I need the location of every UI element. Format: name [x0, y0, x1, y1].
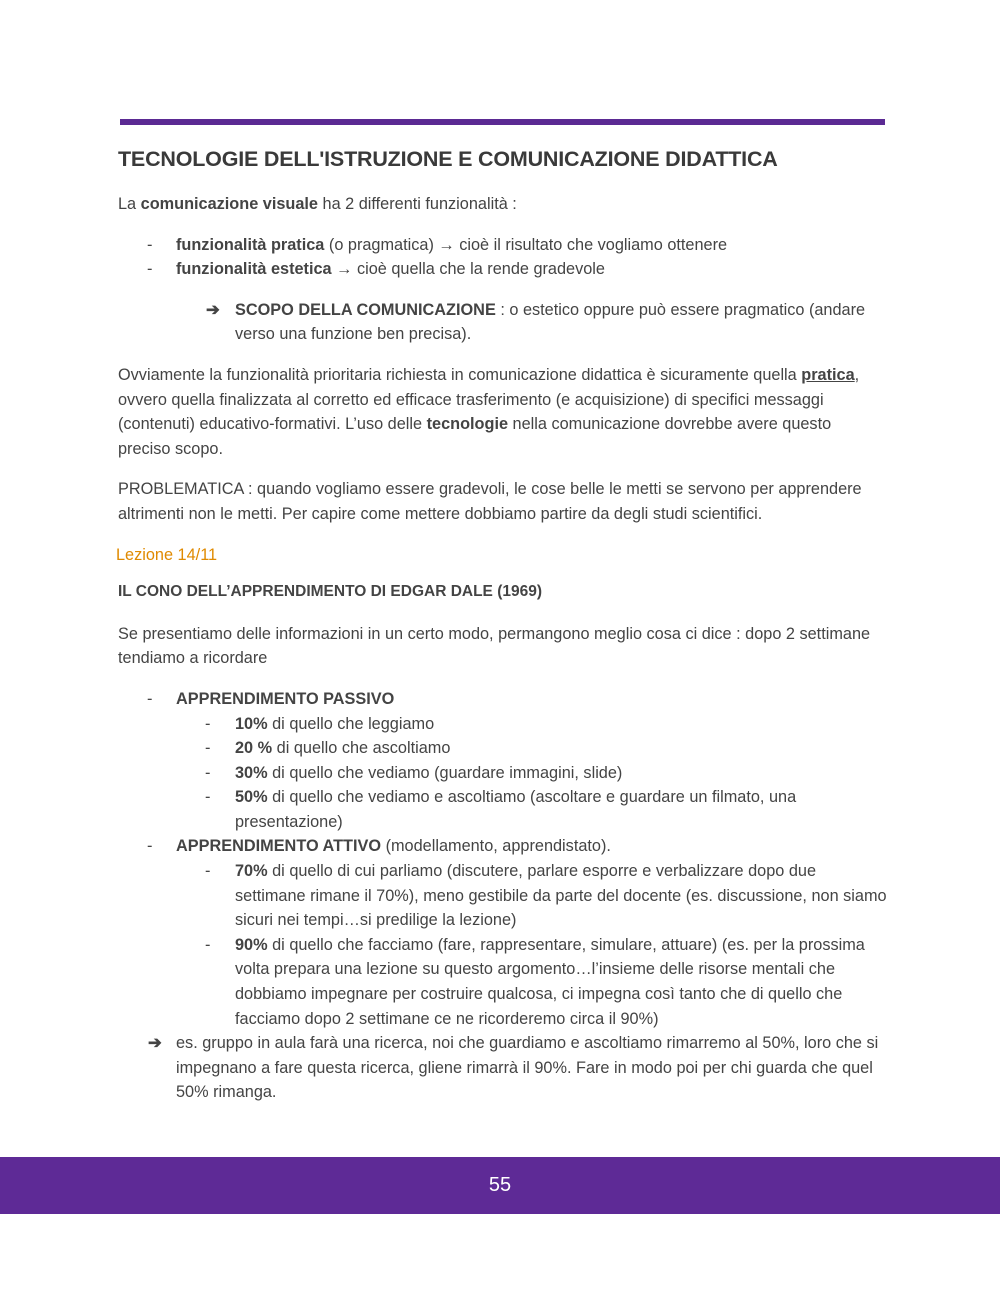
list-item: [118, 257, 888, 282]
percent-value: 10%: [235, 714, 268, 733]
list-item: [176, 736, 888, 761]
active-label: APPRENDIMENTO ATTIVO: [176, 837, 382, 856]
learning-list: [118, 687, 888, 1031]
arrow-icon: ➔: [148, 1034, 162, 1053]
list-item: [176, 859, 888, 933]
dash-bullet: -: [147, 235, 153, 254]
top-rule: [120, 119, 885, 125]
functions-list: [118, 233, 888, 282]
dash-bullet: -: [205, 862, 211, 881]
item-text: di quello di cui parliamo (discutere, parlare esporre e verbalizzare dopo due settimane rimane il 70%), meno gestibile da parte del docente (es. discussione, non siamo sicuri nei tempi…si predilige la lezione): [235, 862, 887, 930]
list-item-active: [118, 834, 888, 1031]
page-number: 55: [488, 1174, 512, 1196]
example-note: [118, 1031, 888, 1105]
list-item: [176, 933, 888, 1031]
dash-bullet: -: [147, 689, 153, 708]
scope-note: [118, 298, 888, 347]
paragraph-intro-cone: Se presentiamo delle informazioni in un certo modo, permangono meglio cosa ci dice : dopo 2 settimane tendiamo a ricordare: [118, 624, 871, 668]
percent-value: 70%: [235, 862, 268, 881]
list-item-passive: [118, 687, 888, 835]
active-sublist: [176, 859, 888, 1031]
arrow-icon: ➔: [206, 300, 220, 319]
item-text: di quello che leggiamo: [267, 714, 435, 733]
item-text: di quello che ascoltiamo: [272, 739, 451, 758]
item-text: di quello che facciamo (fare, rappresentare, simulare, attuare) (es. per la prossima volta prepara una lezione su questo argomento…l’insieme delle risorse mentali che dobbiamo impegnare per costruire qualcosa, ci impegna così tanto che di quello che facciamo dopo 2 settimane ce ne ricorderemo circa il 90%): [235, 935, 865, 1028]
percent-value: 50%: [235, 788, 268, 807]
list-item: [118, 233, 888, 258]
passive-label: APPRENDIMENTO PASSIVO: [176, 689, 395, 708]
section-title: IL CONO DELL’APPRENDIMENTO DI EDGAR DALE (1969): [118, 583, 543, 601]
dash-bullet: -: [205, 763, 211, 782]
page-title: TECNOLOGIE DELL'ISTRUZIONE E COMUNICAZIONE DIDATTICA: [118, 147, 778, 171]
list-item: [176, 785, 888, 834]
list-item: [176, 761, 888, 786]
lesson-label: Lezione 14/11: [116, 545, 218, 564]
intro-post: ha 2 differenti funzionalità :: [318, 195, 517, 213]
text-run: nella comunicazione dovrebbe avere questo preciso scopo.: [118, 415, 832, 458]
text-run: Ovviamente la funzionalità prioritaria richiesta in comunicazione didattica è sicuramente quella: [118, 365, 802, 384]
function-label: funzionalità pratica: [176, 235, 325, 254]
paragraph-problematica: PROBLEMATICA : quando vogliamo essere gradevoli, le cose belle le metti se servono per apprendere altrimenti non le metti. Per capire come mettere dobbiamo partire da degli studi scientifici.: [118, 480, 862, 523]
percent-value: 30%: [235, 763, 268, 782]
intro-bold: comunicazione visuale: [140, 195, 318, 213]
passive-sublist: [176, 712, 888, 835]
scope-text: : o estetico oppure può essere pragmatico (andare verso una funzione ben precisa).: [235, 300, 866, 344]
function-desc: → cioè quella che la rende gradevole: [331, 260, 605, 279]
function-label: funzionalità estetica: [176, 260, 332, 279]
dash-bullet: -: [205, 739, 211, 758]
list-item: [176, 712, 888, 737]
dash-bullet: -: [147, 837, 153, 856]
text-run: , ovvero quella finalizzata al corretto ed efficace trasferimento (e acquisizione) di specifici messaggi (contenuti) educativo-formativi. L’uso delle: [118, 365, 860, 434]
item-text: di quello che vediamo (guardare immagini, slide): [267, 763, 623, 782]
percent-value: 20 %: [235, 739, 273, 758]
page-footer: [0, 1157, 1000, 1214]
dash-bullet: -: [205, 788, 211, 807]
paragraph-pratica: [118, 363, 888, 461]
scope-label: SCOPO DELLA COMUNICAZIONE: [235, 300, 496, 319]
intro-pre: La: [118, 195, 141, 213]
percent-value: 90%: [235, 935, 268, 954]
intro-paragraph: [118, 192, 888, 217]
example-text: es. gruppo in aula farà una ricerca, noi che guardiamo e ascoltiamo rimarremo al 50%, loro che si impegnano a fare questa ricerca, gliene rimarrà il 90%. Fare in modo poi per chi guarda che quel 50% rimanga.: [176, 1034, 879, 1102]
bold-term: tecnologie: [426, 415, 509, 434]
item-text: di quello che vediamo e ascoltiamo (ascoltare e guardare un filmato, una presentazione): [235, 788, 797, 831]
active-desc: (modellamento, apprendistato).: [381, 837, 611, 856]
dash-bullet: -: [205, 935, 211, 954]
underlined-term: pratica: [801, 365, 855, 384]
dash-bullet: -: [147, 260, 153, 279]
dash-bullet: -: [205, 714, 211, 733]
function-desc: (o pragmatica) → cioè il risultato che vogliamo ottenere: [324, 235, 728, 254]
page-content: [118, 140, 888, 1105]
